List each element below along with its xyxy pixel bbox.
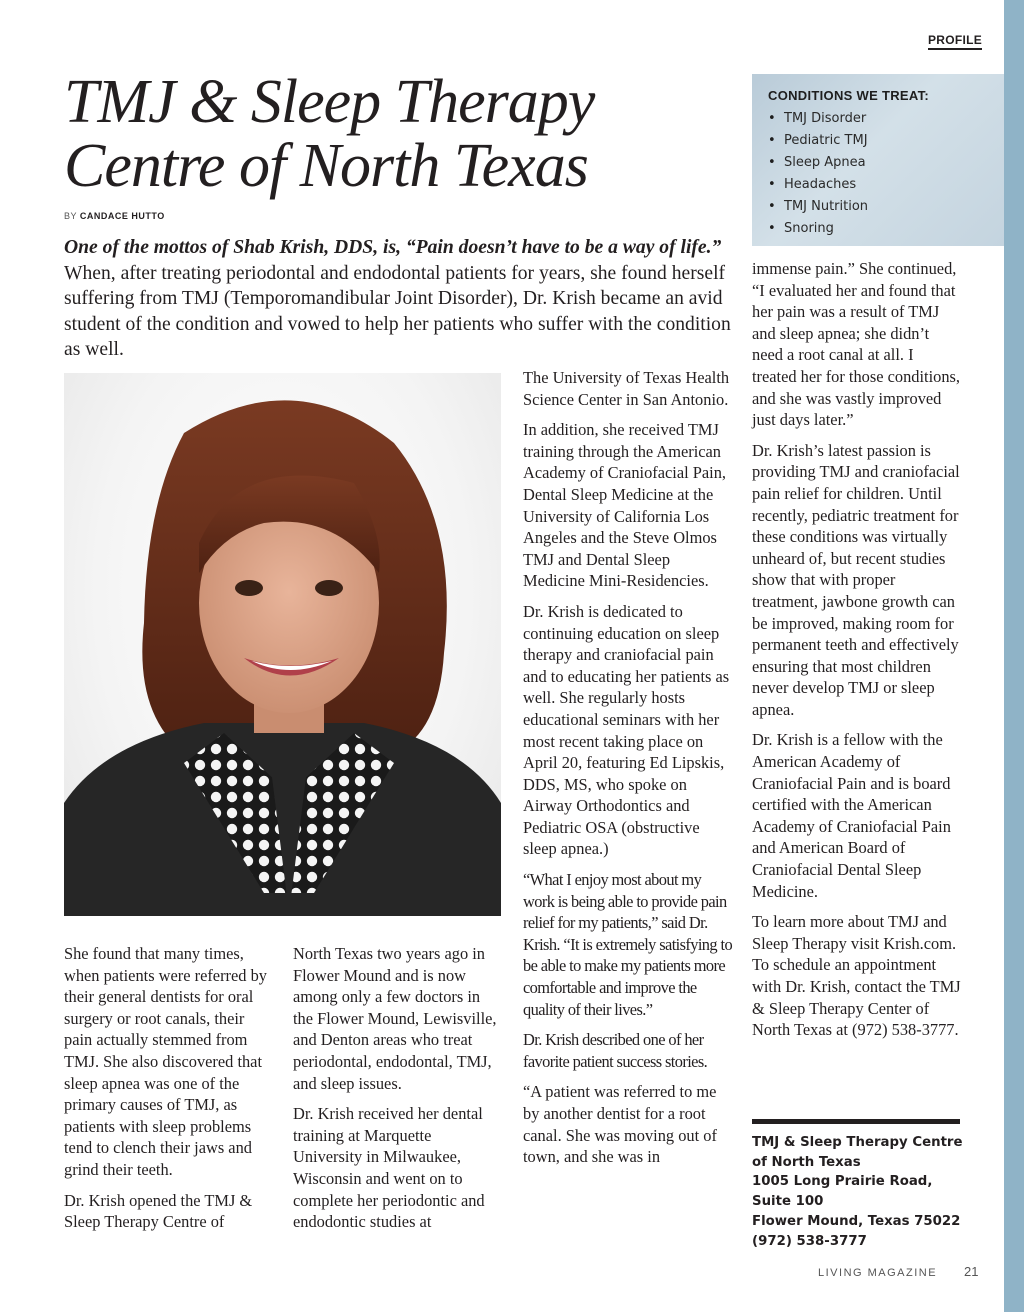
paragraph: Dr. Krish’s latest passion is providing TMJ and craniofacial pain relief for children. Until recently, pediatric treatment for these conditions was virtually unheard of, but recent studies show that with proper treatment, jawbone growth can be improved, making room for permanent teeth and effectively ensuring that most children never develop TMJ or sleep apnea. <box>752 440 960 719</box>
paragraph: “A patient was referred to me by another dentist for a root canal. She was moving out of town, and she was in <box>523 1082 717 1167</box>
paragraph: The University of Texas Health Science Center in San Antonio. <box>523 368 730 409</box>
portrait-illustration <box>64 373 501 916</box>
paragraph: Dr. Krish is dedicated to continuing education on sleep therapy and craniofacial pain and to educating her patients as well. She regularly hosts educational seminars with her most recent taking place on April 20, featuring Ed Lipskis, DDS, MS, who spoke on Airway Orthodontics and Pediatric OSA (obstructive sleep apnea.) <box>523 601 730 859</box>
portrait-photo <box>64 373 501 916</box>
contact-city-line: Flower Mound, Texas 75022 <box>752 1213 961 1229</box>
paragraph: Dr. Krish received her dental training at Marquette University in Milwaukee, Wisconsin and went on to complete her periodontic and endodontic studies at <box>293 1104 485 1232</box>
contact-block <box>752 1133 982 1251</box>
title-line-1: TMJ & Sleep Therapy <box>64 68 595 136</box>
condition-item: • Headaches <box>768 174 994 196</box>
intro-body: When, after treating periodontal and endodontal patients for years, she found herself suffering from TMJ (Temporomandibular Joint Disorder), Dr. Krish became an avid student of the condition and vowed to help her patients who suffer with the condition as well. <box>64 262 731 360</box>
contact-address-line-1: 1005 Long Prairie Road, <box>752 1174 933 1190</box>
condition-item: • TMJ Disorder <box>768 108 994 130</box>
intro-lead-quote: One of the mottos of Shab Krish, DDS, is, “Pain doesn’t have to be a way of life.” <box>64 237 722 258</box>
article-title <box>64 70 744 198</box>
condition-item: • TMJ Nutrition <box>768 196 994 218</box>
footer-page-number: 21 <box>964 1264 979 1279</box>
condition-item: • Snoring <box>768 218 994 240</box>
contact-address-line-2: Suite 100 <box>752 1194 824 1210</box>
byline <box>64 211 165 221</box>
byline-prefix: BY <box>64 211 77 221</box>
paragraph: North Texas two years ago in Flower Mound and is now among only a few doctors in the Flower Mound, Lewisville, and Denton areas who treat periodontal, endodontal, TMJ, and sleep issues. <box>293 944 497 1093</box>
paragraph: Dr. Krish is a fellow with the American Academy of Craniofacial Pain and is board certified with the American Academy of Craniofacial Pain and American Board of Craniofacial Dental Sleep Medicine. <box>752 730 951 901</box>
contact-name-line-2: of North Texas <box>752 1154 861 1170</box>
paragraph: In addition, she received TMJ training through the American Academy of Craniofacial Pain, Dental Sleep Medicine at the University of California Los Angeles and the Steve Olmos TMJ and Dental Sleep Medicine Mini-Residencies. <box>523 420 726 591</box>
condition-item: • Sleep Apnea <box>768 152 994 174</box>
paragraph: To learn more about TMJ and Sleep Therapy visit Krish.com. To schedule an appointment with Dr. Krish, contact the TMJ & Sleep Therapy Center of North Texas at (972) 538-3777. <box>752 912 961 1040</box>
article-intro <box>64 235 744 363</box>
conditions-heading: CONDITIONS WE TREAT: <box>768 88 930 103</box>
paragraph: Dr. Krish opened the TMJ & Sleep Therapy Centre of <box>64 1190 253 1232</box>
conditions-sidebar <box>752 74 1004 246</box>
article-column-1 <box>64 943 274 1242</box>
footer-magazine-name: LIVING MAGAZINE <box>818 1267 938 1279</box>
page-edge-accent-bar <box>1004 0 1024 1312</box>
quote-paragraph: “What I enjoy most about my work is being able to provide pain relief for my patients,” said Dr. Krish. “It is extremely satisfying to be able to make my patients more comfortable and improve the quality of their lives.” <box>523 870 733 1019</box>
paragraph: immense pain.” She continued, “I evaluated her and found that her pain was a result of TMJ and sleep apnea; she didn’t need a root canal at all. I treated her for those conditions, and she was vastly improved just days later.” <box>752 259 961 430</box>
contact-phone: (972) 538-3777 <box>752 1233 867 1249</box>
section-label: PROFILE <box>928 33 982 50</box>
title-line-2: Centre of North Texas <box>64 132 588 200</box>
article-column-4 <box>752 258 962 1050</box>
conditions-list <box>768 108 994 240</box>
contact-name-line-1: TMJ & Sleep Therapy Centre <box>752 1135 963 1150</box>
condition-item: • Pediatric TMJ <box>768 130 994 152</box>
article-column-2 <box>293 943 503 1242</box>
paragraph: Dr. Krish described one of her favorite patient success stories. <box>523 1030 708 1071</box>
byline-author: CANDACE HUTTO <box>79 211 165 221</box>
article-column-3 <box>523 367 733 1177</box>
contact-divider <box>752 1119 960 1124</box>
paragraph: She found that many times, when patients were referred by their general dentists for oral surgery or root canals, their pain actually stemmed from TMJ. She also discovered that sleep apnea was one of the primary causes of TMJ, as patients with sleep problems tend to clench their jaws and grind their teeth. <box>64 944 267 1179</box>
